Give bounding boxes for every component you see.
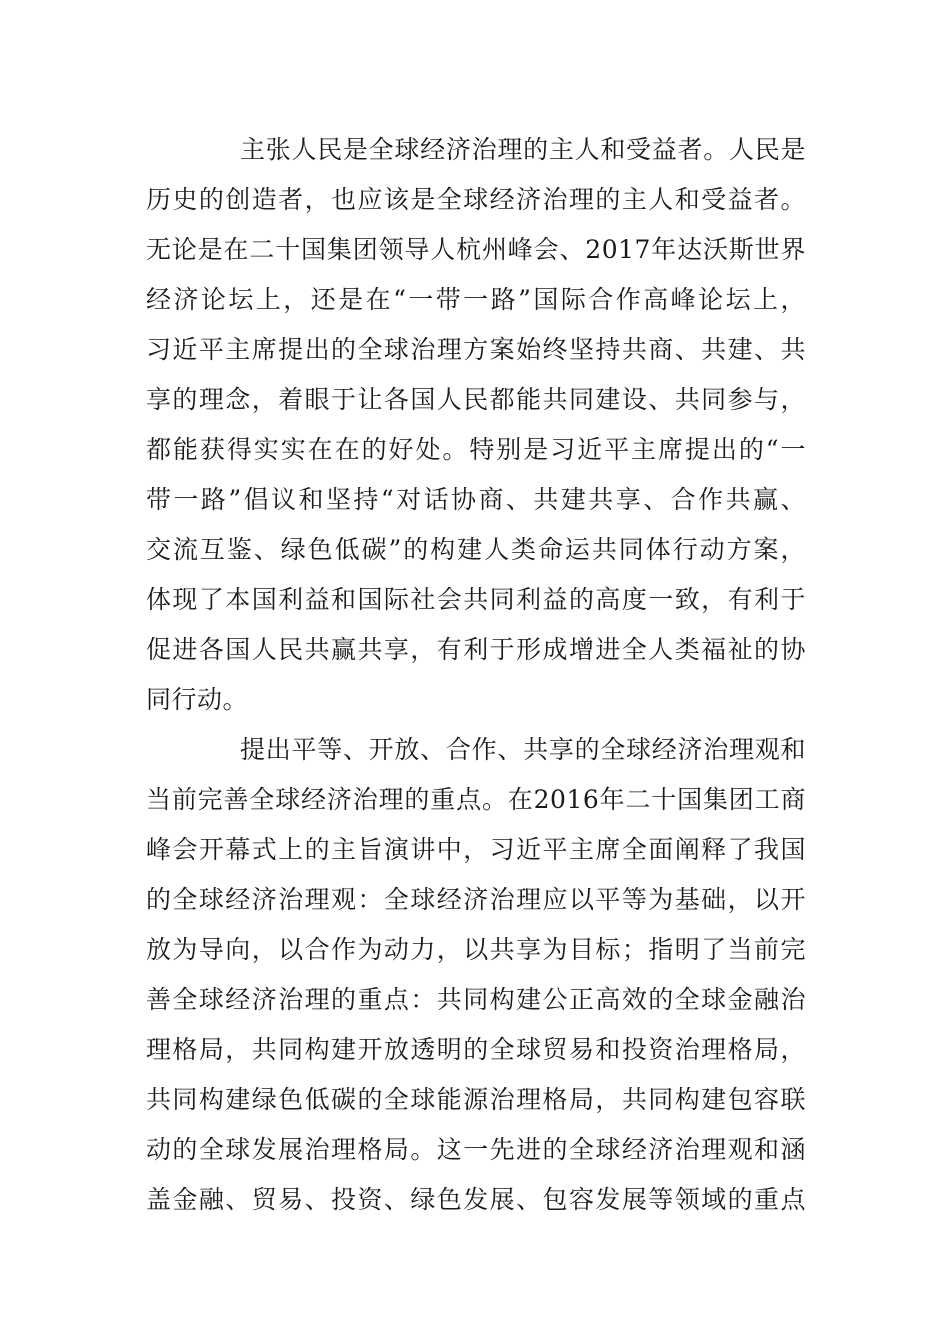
- paragraph-1-line-11: 促进各国人民共赢共享，有利于形成增进全人类福祉的协: [146, 635, 806, 664]
- paragraph-2-line-1: 提出平等、开放、合作、共享的全球经济治理观和: [240, 735, 806, 764]
- paragraph-1-line-1: 主张人民是全球经济治理的主人和受益者。人民是: [240, 135, 806, 164]
- paragraph-1-line-8: 带一路”倡议和坚持“对话协商、共建共享、合作共赢、: [146, 485, 806, 514]
- paragraph-2-line-3: 峰会开幕式上的主旨演讲中，习近平主席全面阐释了我国: [146, 835, 806, 864]
- paragraph-1-line-7: 都能获得实实在在的好处。特别是习近平主席提出的“一: [146, 435, 806, 464]
- paragraph-1-line-3: 无论是在二十国集团领导人杭州峰会、2017年达沃斯世界: [146, 235, 806, 264]
- paragraph-1-line-4: 经济论坛上，还是在“一带一路”国际合作高峰论坛上，: [146, 285, 806, 314]
- paragraph-1-line-2: 历史的创造者，也应该是全球经济治理的主人和受益者。: [146, 185, 806, 214]
- paragraph-1-line-12: 同行动。: [146, 685, 249, 714]
- paragraph-2-line-5: 放为导向，以合作为动力，以共享为目标；指明了当前完: [146, 935, 806, 964]
- paragraph-1-line-9: 交流互鉴、绿色低碳”的构建人类命运共同体行动方案，: [146, 535, 806, 564]
- paragraph-1-line-5: 习近平主席提出的全球治理方案始终坚持共商、共建、共: [146, 335, 806, 364]
- paragraph-2-line-10: 盖金融、贸易、投资、绿色发展、包容发展等领域的重点: [146, 1185, 806, 1214]
- paragraph-1-line-10: 体现了本国利益和国际社会共同利益的高度一致，有利于: [146, 585, 806, 614]
- paragraph-1-line-6: 享的理念，着眼于让各国人民都能共同建设、共同参与，: [146, 385, 806, 414]
- paragraph-2-line-4: 的全球经济治理观：全球经济治理应以平等为基础，以开: [146, 885, 806, 914]
- paragraph-2-line-6: 善全球经济治理的重点：共同构建公正高效的全球金融治: [146, 985, 806, 1014]
- paragraph-2-line-8: 共同构建绿色低碳的全球能源治理格局，共同构建包容联: [146, 1085, 806, 1114]
- paragraph-2-line-9: 动的全球发展治理格局。这一先进的全球经济治理观和涵: [146, 1135, 806, 1164]
- paragraph-2-line-2: 当前完善全球经济治理的重点。在2016年二十国集团工商: [146, 785, 806, 814]
- paragraph-2-line-7: 理格局，共同构建开放透明的全球贸易和投资治理格局，: [146, 1035, 806, 1064]
